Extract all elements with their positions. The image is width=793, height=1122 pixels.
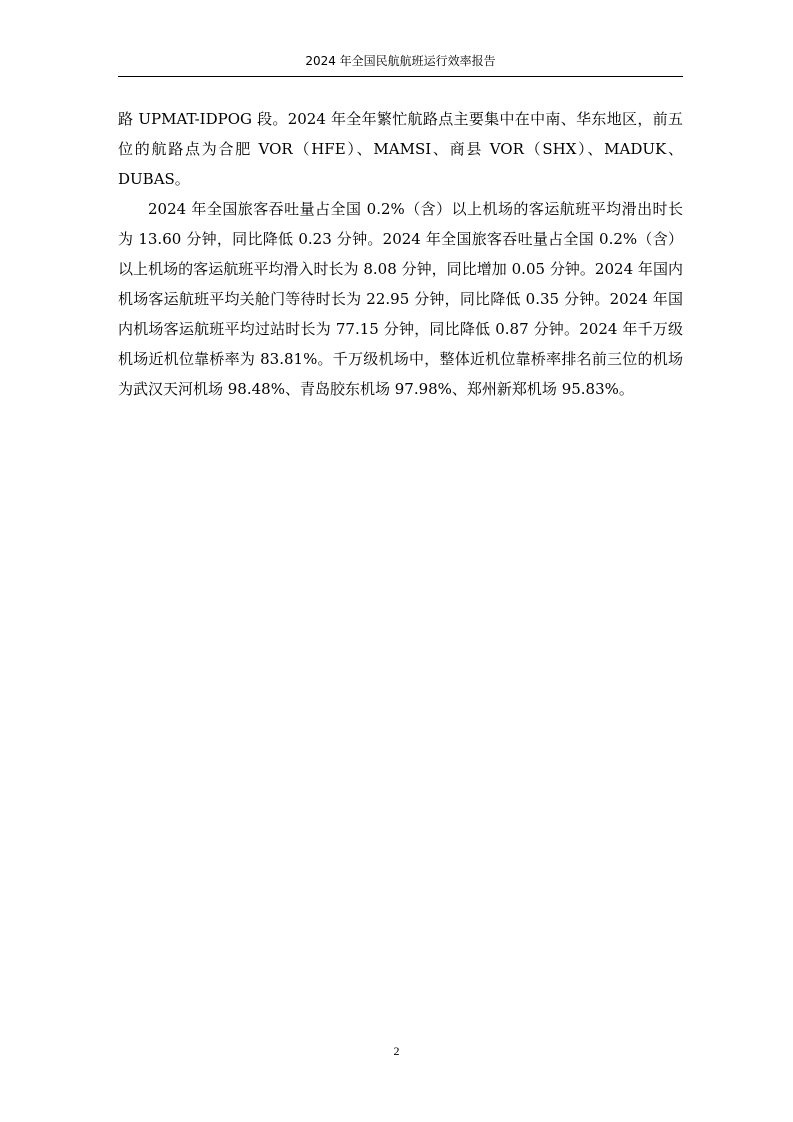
paragraph-continuation: 路 UPMAT-IDPOG 段。2024 年全年繁忙航路点主要集中在中南、华东地区，前五位的航路点为合肥 VOR（HFE）、MAMSI、商县 VOR（SHX）、MADUK、DUBAS。 xyxy=(118,110,683,188)
paragraph-taxi-times: 2024 年全国旅客吞吐量占全国 0.2%（含）以上机场的客运航班平均滑出时长为 13.60 分钟，同比降低 0.23 分钟。2024 年全国旅客吞吐量占全国 0.2%（含）以上机场的客运航班平均滑入时长为 8.08 分钟，同比增加 0.05 分钟。2024 年国内机场客运航班平均关舱门等待时长为 22.95 分钟，同比降低 0.35 分钟。2024 年国内机场客运航班平均过站时长为 77.15 分钟，同比降低 0.87 分钟。2024 年千万级机场近机位靠桥率为 83.81%。千万级机场中，整体近机位靠桥率排名前三位的机场为武汉天河机场 98.48%、青岛胶东机场 97.98%、郑州新郑机场 95.83%。 xyxy=(118,200,683,398)
header-divider xyxy=(118,76,683,77)
running-header: 2024 年全国民航航班运行效率报告 xyxy=(305,54,496,68)
body-text xyxy=(118,104,683,404)
page-number: 2 xyxy=(393,1044,400,1058)
